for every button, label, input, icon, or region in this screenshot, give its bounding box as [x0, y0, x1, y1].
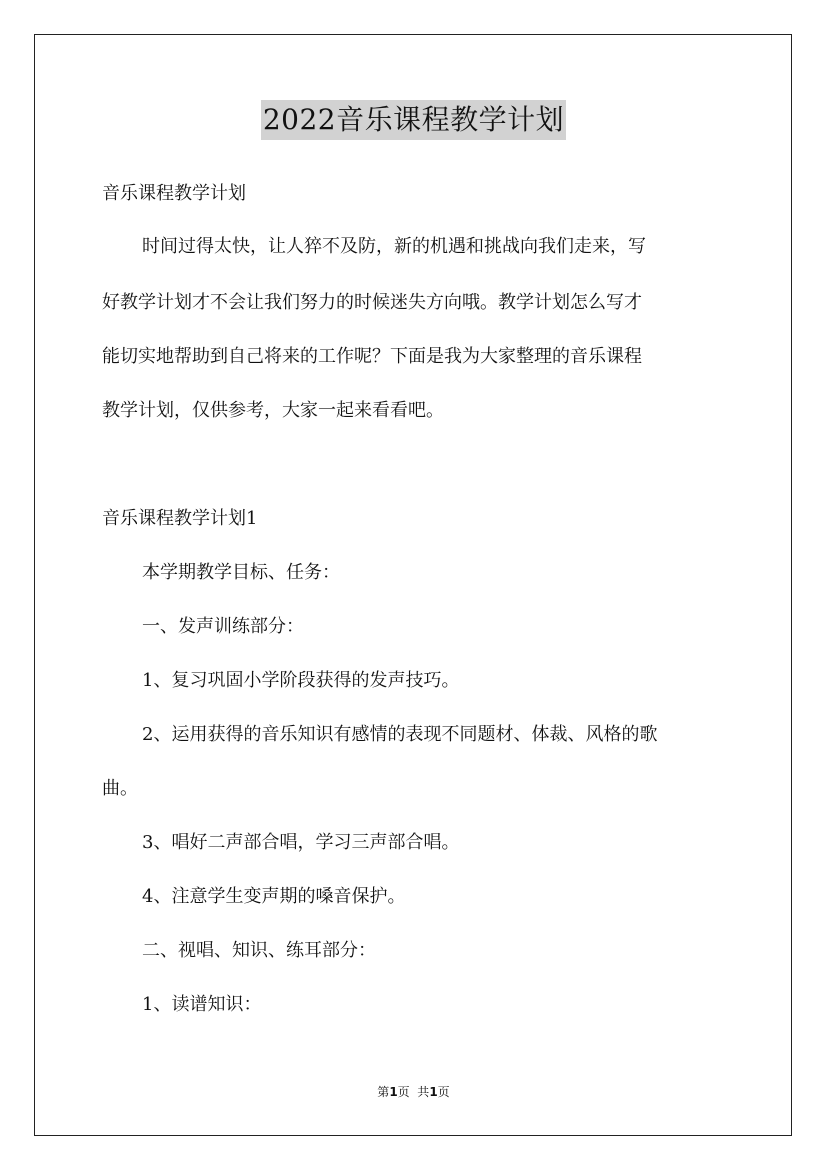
intro-line-4: 教学计划，仅供参考，大家一起来看看吧。	[102, 400, 444, 421]
footer-page-total: 1	[429, 1085, 438, 1099]
body-line-3: 1、复习巩固小学阶段获得的发声技巧。	[142, 670, 460, 691]
footer-page-number: 1	[389, 1085, 398, 1099]
footer-middle: 页 共	[397, 1085, 430, 1099]
footer-suffix: 页	[437, 1085, 450, 1099]
body-line-4: 2、运用获得的音乐知识有感情的表现不同题材、体裁、风格的歌	[142, 724, 658, 745]
body-line-6: 3、唱好二声部合唱，学习三声部合唱。	[142, 832, 460, 853]
title-container	[0, 100, 827, 140]
body-line-8: 二、视唱、知识、练耳部分：	[142, 940, 376, 961]
document-title: 2022音乐课程教学计划	[261, 100, 566, 140]
body-line-1: 本学期教学目标、任务：	[142, 562, 340, 583]
body-line-9: 1、读谱知识：	[142, 994, 262, 1015]
body-line-5: 曲。	[102, 778, 138, 799]
section-heading: 音乐课程教学计划1	[102, 508, 258, 529]
subtitle: 音乐课程教学计划	[102, 183, 246, 204]
intro-line-3: 能切实地帮助到自己将来的工作呢？下面是我为大家整理的音乐课程	[102, 346, 642, 367]
intro-line-2: 好教学计划才不会让我们努力的时候迷失方向哦。教学计划怎么写才	[102, 292, 642, 313]
body-line-2: 一、发声训练部分：	[142, 616, 304, 637]
intro-line-1: 时间过得太快，让人猝不及防，新的机遇和挑战向我们走来，写	[142, 236, 646, 257]
body-line-7: 4、注意学生变声期的嗓音保护。	[142, 886, 406, 907]
footer-prefix: 第	[377, 1085, 390, 1099]
page-footer	[0, 1084, 827, 1100]
